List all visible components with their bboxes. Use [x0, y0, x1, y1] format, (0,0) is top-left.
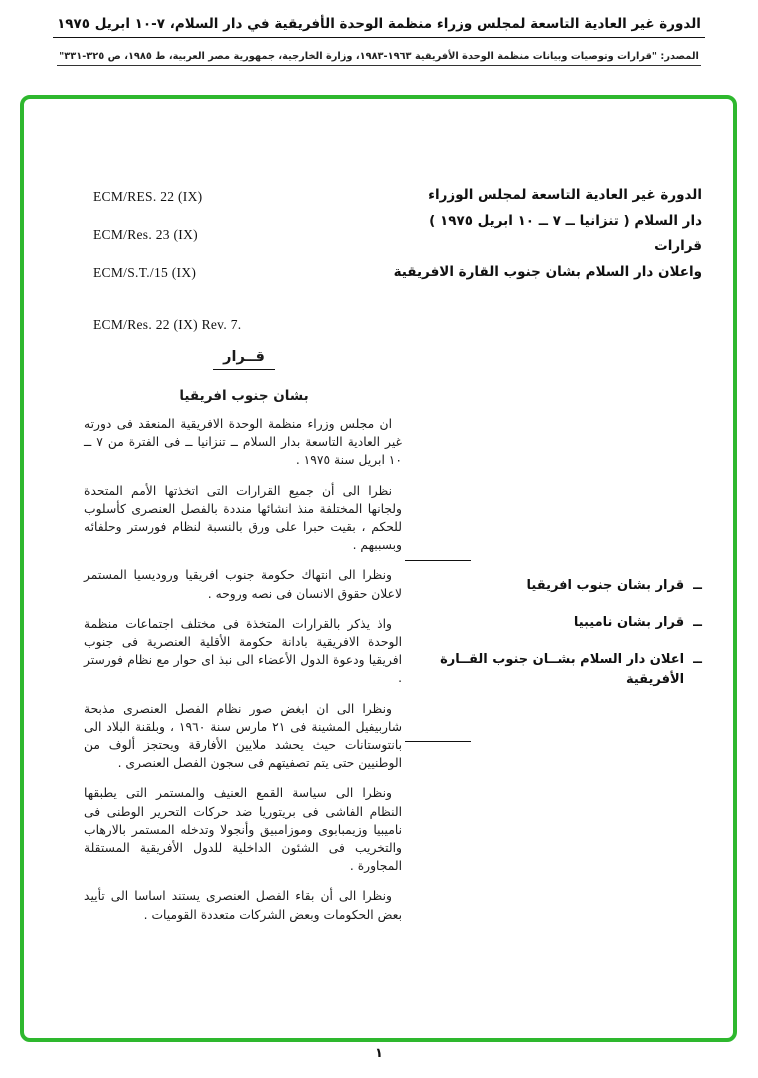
page-header	[0, 13, 758, 66]
resolution-subtitle: بشان جنوب افريقيا	[179, 388, 309, 404]
session-line: الدورة غير العادية التاسعة لمجلس الوزراء	[428, 187, 702, 203]
contents-item-label: قرار بشان جنوب افريقيا	[526, 578, 685, 593]
contents-item	[405, 613, 702, 633]
dash-marker: ــ	[693, 615, 702, 630]
reference-code: ECM/RES. 22 (IX)	[93, 189, 203, 204]
resolution-title: قــرار	[213, 349, 275, 370]
session-line: واعلان دار السلام بشان جنوب القارة الافريقية	[393, 263, 702, 280]
contents-item	[405, 576, 702, 596]
reference-code: ECM/Res. 22 (IX) Rev. 7.	[93, 317, 242, 332]
page-number: ١	[375, 1046, 383, 1061]
header-title-row	[0, 13, 758, 38]
resolution-body	[84, 415, 402, 936]
source-citation: المصدر: "قرارات وتوصيات وبيانات منظمة الوحدة الأفريقية ١٩٦٣-١٩٨٣، وزارة الخارجية، جمهورية مصر العربية، ط ١٩٨٥، ص ٣٢٥-٣٣١"	[57, 51, 701, 66]
divider-line-bottom	[405, 741, 471, 742]
resolution-title-row	[84, 346, 404, 370]
document-frame	[20, 95, 737, 1042]
contents-list	[405, 560, 702, 742]
reference-code: ECM/Res. 23 (IX)	[93, 227, 198, 242]
body-paragraph: ونظرا الى سياسة القمع العنيف والمستمر التى يطبقها النظام الفاشى فى بريتوريا ضد حركات التحرير الوطنى فى ناميبيا وزيمبابوى وموزامبيق وأنجولا وتدخله المستمر بالارهاب والتخريب فى الشئون الداخلية للدول الأفريقية المستقلة المجاورة .	[84, 786, 402, 874]
session-info	[357, 183, 702, 285]
reference-code: ECM/S.T./15 (IX)	[93, 265, 197, 280]
session-line: دار السلام ( تنزانيا ــ ٧ ــ ١٠ ابريل ١٩٧٥ )	[429, 212, 702, 229]
session-line: قرارات	[654, 238, 702, 254]
body-paragraph: ونظرا الى ان ابغض صور نظام الفصل العنصرى مذبحة شاربيفيل المشينة فى ٢١ مارس سنة ١٩٦٠ ، وبلقنة البلاد الى بانتوستانات حيث يحشد ملايين الأفارقة ويحتجز ألوف من الوطنيين حتى يتم تصفيتهم فى سجون الفصل العنصرى .	[84, 701, 402, 771]
dash-marker: ــ	[693, 578, 702, 593]
header-source-row	[0, 44, 758, 66]
body-paragraph: نظرا الى أن جميع القرارات التى اتخذتها الأمم المتحدة ولجانها المختلفة منذ انشائها منددة بالفصل العنصرى كأسلوب للحكم ، بقيت حبرا على ورق بالنسبة لنظام فورستر وحلفائه وبسببهم .	[84, 483, 402, 553]
contents-item-label: قرار بشان ناميبيا	[573, 615, 685, 630]
contents-item	[405, 650, 702, 690]
divider-line-top	[405, 560, 471, 561]
body-paragraph: ونظرا الى أن بقاء الفصل العنصرى يستند اساسا الى تأييد بعض الحكومات وبعض الشركات متعددة القوميات .	[84, 889, 402, 922]
reference-codes	[93, 189, 241, 333]
contents-items	[405, 576, 702, 707]
body-paragraph: واذ يذكر بالقرارات المتخذة فى مختلف اجتماعات منظمة الوحدة الافريقية بادانة حكومة الأقلية العنصرية فى جنوب افريقيا ودعوة الدول الأعضاء الى نبذ اى حوار مع نظام فورستر .	[84, 616, 402, 686]
body-paragraph: ان مجلس وزراء منظمة الوحدة الافريقية المنعقد فى دورته غير العادية التاسعة بدار السلام ــ تنزانيا ــ فى الفترة من ٧ ــ ١٠ ابريل سنة ١٩٧٥ .	[84, 417, 402, 468]
session-header-title: الدورة غير العادية التاسعة لمجلس وزراء منظمة الوحدة الأفريقية في دار السلام، ٧-١٠ ابريل ١٩٧٥	[53, 16, 705, 38]
contents-item-label: اعلان دار السلام بشــان جنوب القــارة الأفريقية	[440, 652, 685, 687]
body-paragraph: ونظرا الى انتهاك حكومة جنوب افريقيا وروديسيا المستمر لاعلان حقوق الانسان فى نصه وروحه .	[84, 568, 402, 601]
dash-marker: ــ	[693, 652, 702, 667]
